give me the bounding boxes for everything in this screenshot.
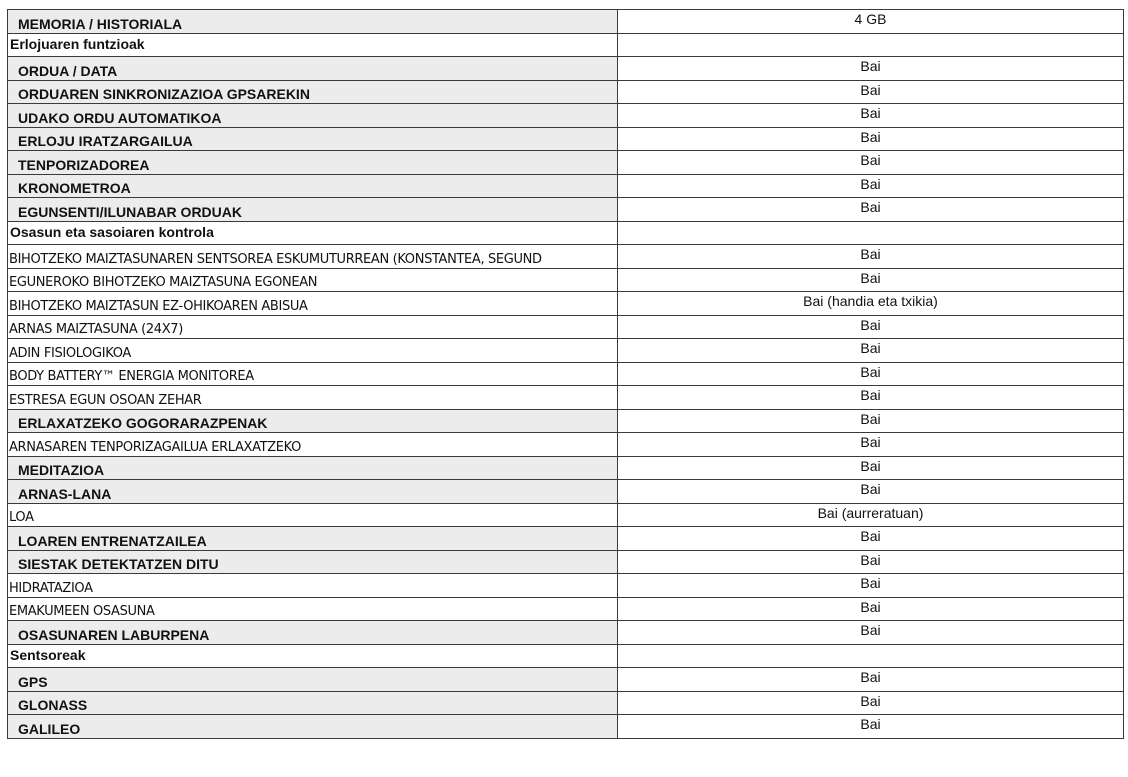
feature-label: GLONASS	[8, 691, 618, 715]
feature-label: MEMORIA / HISTORIALA	[8, 10, 618, 34]
table-row	[8, 621, 1124, 645]
feature-value: Bai	[618, 386, 1124, 410]
feature-value: Bai	[618, 621, 1124, 645]
feature-label: BODY BATTERY™ ENERGIA MONITOREA	[8, 362, 618, 386]
feature-value	[618, 221, 1124, 245]
table-row	[8, 174, 1124, 198]
feature-value: Bai (aurreratuan)	[618, 503, 1124, 527]
feature-value: Bai	[618, 174, 1124, 198]
feature-value: Bai	[618, 362, 1124, 386]
feature-value: Bai	[618, 268, 1124, 292]
feature-label: ERLOJU IRATZARGAILUA	[8, 127, 618, 151]
feature-label: UDAKO ORDU AUTOMATIKOA	[8, 104, 618, 128]
table-row	[8, 503, 1124, 527]
feature-value	[618, 33, 1124, 57]
table-row	[8, 386, 1124, 410]
feature-value: Bai	[618, 550, 1124, 574]
feature-value: Bai	[618, 198, 1124, 222]
feature-label: KRONOMETROA	[8, 174, 618, 198]
feature-label: ORDUA / DATA	[8, 57, 618, 81]
table-row	[8, 691, 1124, 715]
table-row	[8, 433, 1124, 457]
feature-label: ESTRESA EGUN OSOAN ZEHAR	[8, 386, 618, 410]
section-header-row	[8, 33, 1124, 57]
feature-value: Bai	[618, 574, 1124, 598]
table-row	[8, 339, 1124, 363]
feature-value: Bai	[618, 127, 1124, 151]
table-row	[8, 245, 1124, 269]
feature-label: LOA	[8, 503, 618, 527]
table-row	[8, 362, 1124, 386]
feature-value: Bai	[618, 715, 1124, 739]
table-row	[8, 10, 1124, 34]
section-header-row	[8, 221, 1124, 245]
table-row	[8, 550, 1124, 574]
feature-label: ORDUAREN SINKRONIZAZIOA GPSAREKIN	[8, 80, 618, 104]
table-row	[8, 127, 1124, 151]
feature-value: Bai	[618, 597, 1124, 621]
feature-value: Bai (handia eta txikia)	[618, 292, 1124, 316]
feature-label: EMAKUMEEN OSASUNA	[8, 597, 618, 621]
feature-label: ARNAS-LANA	[8, 480, 618, 504]
table-row	[8, 80, 1124, 104]
feature-label: ARNAS MAIZTASUNA (24X7)	[8, 315, 618, 339]
table-row	[8, 527, 1124, 551]
section-header-row	[8, 644, 1124, 668]
feature-value: Bai	[618, 409, 1124, 433]
table-row	[8, 198, 1124, 222]
feature-label: EGUNSENTI/ILUNABAR ORDUAK	[8, 198, 618, 222]
feature-label: TENPORIZADOREA	[8, 151, 618, 175]
feature-value: Bai	[618, 315, 1124, 339]
feature-label: EGUNEROKO BIHOTZEKO MAIZTASUNA EGONEAN	[8, 268, 618, 292]
feature-label: GPS	[8, 668, 618, 692]
table-row	[8, 668, 1124, 692]
feature-label: MEDITAZIOA	[8, 456, 618, 480]
feature-label: BIHOTZEKO MAIZTASUN EZ-OHIKOAREN ABISUA	[8, 292, 618, 316]
feature-label: GALILEO	[8, 715, 618, 739]
table-row	[8, 409, 1124, 433]
feature-value: Bai	[618, 80, 1124, 104]
table-row	[8, 456, 1124, 480]
feature-value: Bai	[618, 104, 1124, 128]
feature-value: 4 GB	[618, 10, 1124, 34]
section-title: Erlojuaren funtzioak	[8, 33, 618, 57]
feature-label: ARNASAREN TENPORIZAGAILUA ERLAXATZEKO	[8, 433, 618, 457]
feature-value: Bai	[618, 433, 1124, 457]
feature-value: Bai	[618, 151, 1124, 175]
table-row	[8, 292, 1124, 316]
table-row	[8, 57, 1124, 81]
feature-value: Bai	[618, 456, 1124, 480]
feature-label: ERLAXATZEKO GOGORARAZPENAK	[8, 409, 618, 433]
feature-value: Bai	[618, 57, 1124, 81]
feature-label: LOAREN ENTRENATZAILEA	[8, 527, 618, 551]
feature-value: Bai	[618, 527, 1124, 551]
table-row	[8, 597, 1124, 621]
spec-table-body	[8, 10, 1124, 739]
feature-value: Bai	[618, 245, 1124, 269]
table-row	[8, 151, 1124, 175]
section-title: Osasun eta sasoiaren kontrola	[8, 221, 618, 245]
feature-value: Bai	[618, 339, 1124, 363]
table-row	[8, 715, 1124, 739]
feature-label: ADIN FISIOLOGIKOA	[8, 339, 618, 363]
feature-value: Bai	[618, 668, 1124, 692]
feature-label: OSASUNAREN LABURPENA	[8, 621, 618, 645]
table-row	[8, 104, 1124, 128]
table-row	[8, 574, 1124, 598]
section-title: Sentsoreak	[8, 644, 618, 668]
feature-value: Bai	[618, 480, 1124, 504]
feature-label: SIESTAK DETEKTATZEN DITU	[8, 550, 618, 574]
table-row	[8, 315, 1124, 339]
spec-table	[7, 9, 1124, 739]
feature-label: BIHOTZEKO MAIZTASUNAREN SENTSOREA ESKUMUTURREAN (KONSTANTEA, SEGUND	[8, 245, 618, 269]
feature-value: Bai	[618, 691, 1124, 715]
table-row	[8, 480, 1124, 504]
table-row	[8, 268, 1124, 292]
feature-label: HIDRATAZIOA	[8, 574, 618, 598]
feature-value	[618, 644, 1124, 668]
